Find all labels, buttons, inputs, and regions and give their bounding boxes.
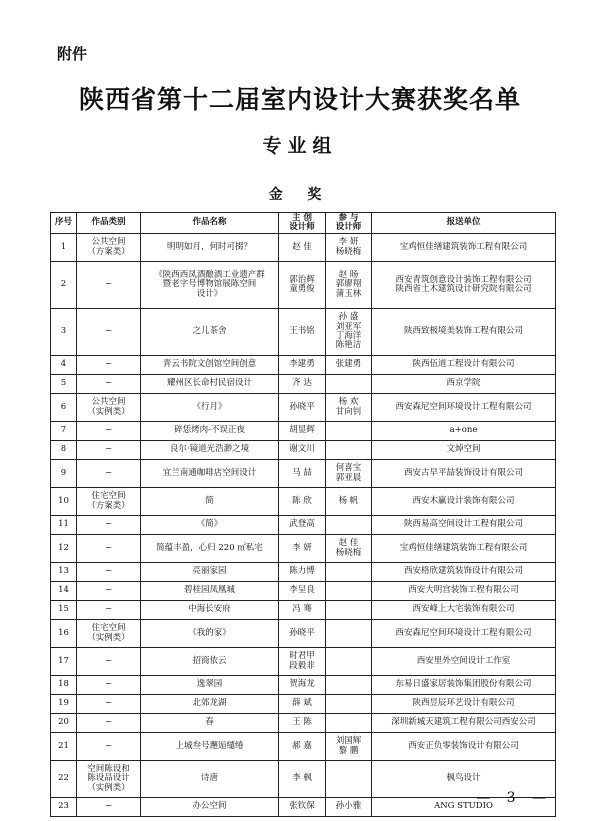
row-category bbox=[77, 535, 141, 563]
row-category-text: ~ bbox=[104, 542, 113, 553]
row-lead-designer bbox=[279, 441, 326, 460]
row-participant bbox=[326, 648, 372, 676]
row-lead-designer-text: 谢文川 bbox=[289, 444, 315, 455]
row-work-title-text: 简蕴丰盈，心归 220 ㎡私宅 bbox=[156, 542, 263, 553]
row-number bbox=[51, 563, 77, 582]
row-unit-text: 西安森尼空间环境设计工程有限公司 bbox=[395, 627, 532, 638]
row-category-text: 住宅空间 （方案类） bbox=[87, 491, 130, 511]
row-number-text: 2 bbox=[60, 279, 67, 290]
row-lead-designer-text: 冯 骞 bbox=[292, 604, 312, 615]
row-unit bbox=[372, 714, 556, 733]
row-participant bbox=[326, 394, 372, 422]
row-unit-text: 西安峰上大宅装饰有限公司 bbox=[412, 604, 515, 615]
row-work-title bbox=[141, 798, 279, 817]
row-number-text: 15 bbox=[58, 604, 69, 615]
row-lead-designer bbox=[279, 234, 326, 262]
row-unit bbox=[372, 601, 556, 620]
row-number bbox=[51, 356, 77, 375]
row-unit-text: 西安里外空间设计工作室 bbox=[416, 655, 511, 666]
row-number-text: 16 bbox=[58, 627, 69, 638]
row-participant bbox=[326, 356, 372, 375]
attachment-label: 附件 bbox=[57, 45, 88, 63]
row-category-text: ~ bbox=[104, 655, 113, 666]
row-work-title bbox=[141, 422, 279, 441]
row-category bbox=[77, 356, 141, 375]
row-number bbox=[51, 676, 77, 695]
row-participant bbox=[326, 798, 372, 817]
row-unit bbox=[372, 695, 556, 714]
row-participant-text: 杨 欢 甘向钊 bbox=[335, 397, 362, 417]
row-category bbox=[77, 601, 141, 620]
header-no: 序号 bbox=[51, 213, 77, 234]
row-lead-designer bbox=[279, 733, 326, 761]
row-work-title-text: 明明如月，何时可掇？ bbox=[166, 241, 252, 252]
row-unit-text: 西安大明宫装饰工程有限公司 bbox=[408, 585, 519, 596]
row-lead-designer bbox=[279, 375, 326, 394]
row-number bbox=[51, 601, 77, 620]
row-participant-text: 赵 旸 郭廖翔 蒲玉林 bbox=[335, 269, 362, 299]
row-category-text: ~ bbox=[104, 279, 113, 290]
row-unit-text: 西京学院 bbox=[446, 378, 481, 389]
row-category-text: ~ bbox=[104, 585, 113, 596]
row-number bbox=[51, 309, 77, 356]
row-work-title-text: 春 bbox=[205, 717, 214, 728]
row-lead-designer-text: 张钦保 bbox=[289, 801, 315, 812]
row-number-text: 9 bbox=[60, 467, 67, 478]
row-unit-text: 深圳新城天建筑工程有限公司西安公司 bbox=[391, 717, 536, 728]
row-lead-designer-text: 赵 佳 bbox=[292, 241, 312, 252]
table-row bbox=[51, 441, 556, 460]
row-category-text: ~ bbox=[104, 604, 113, 615]
row-unit bbox=[372, 375, 556, 394]
row-number bbox=[51, 441, 77, 460]
row-work-title bbox=[141, 676, 279, 695]
row-participant bbox=[326, 563, 372, 582]
row-unit bbox=[372, 676, 556, 695]
table-row bbox=[51, 535, 556, 563]
row-work-title-text: 简 bbox=[205, 495, 214, 506]
row-category bbox=[77, 798, 141, 817]
row-unit bbox=[372, 460, 556, 488]
row-unit-text: a+one bbox=[449, 425, 478, 436]
row-category-text: ~ bbox=[104, 378, 113, 389]
row-lead-designer bbox=[279, 582, 326, 601]
row-lead-designer-text: 陈力博 bbox=[289, 566, 315, 577]
row-work-title-text: 耀州区长命村民宿设计 bbox=[166, 378, 252, 389]
row-lead-designer bbox=[279, 761, 326, 798]
row-participant bbox=[326, 620, 372, 648]
row-lead-designer bbox=[279, 488, 326, 516]
row-category-text: ~ bbox=[104, 444, 113, 455]
row-participant-text: 刘国辉 黎 鹏 bbox=[335, 736, 362, 756]
row-category-text: ~ bbox=[104, 679, 113, 690]
row-category bbox=[77, 648, 141, 676]
row-number-text: 7 bbox=[60, 425, 67, 436]
table-row bbox=[51, 714, 556, 733]
row-category bbox=[77, 563, 141, 582]
row-work-title-text: 中海长安府 bbox=[188, 604, 231, 615]
row-participant bbox=[326, 516, 372, 535]
row-number bbox=[51, 460, 77, 488]
row-work-title-text: 办公空间 bbox=[192, 801, 227, 812]
row-lead-designer bbox=[279, 601, 326, 620]
row-participant bbox=[326, 422, 372, 441]
row-lead-designer bbox=[279, 620, 326, 648]
row-lead-designer bbox=[279, 262, 326, 309]
row-participant bbox=[326, 714, 372, 733]
row-number-text: 4 bbox=[60, 359, 67, 370]
row-lead-designer-text: 孙晓平 bbox=[289, 401, 315, 412]
row-category bbox=[77, 733, 141, 761]
row-unit bbox=[372, 535, 556, 563]
row-number-text: 23 bbox=[58, 801, 69, 812]
row-participant bbox=[326, 761, 372, 798]
row-number-text: 18 bbox=[58, 679, 69, 690]
row-participant bbox=[326, 733, 372, 761]
row-unit-text: 枫鸟设计 bbox=[446, 773, 481, 784]
row-unit-text: 西安青筑创意设计装饰工程有限公司 陕西省土木建筑设计研究院有限公司 bbox=[395, 274, 532, 294]
table-row bbox=[51, 601, 556, 620]
row-participant-text: 孙 盛 刘亚军 丁海洋 陈艳洁 bbox=[335, 312, 362, 351]
row-lead-designer-text: 陈 欣 bbox=[292, 495, 312, 506]
row-category-text: ~ bbox=[104, 425, 113, 436]
row-work-title bbox=[141, 394, 279, 422]
award-table bbox=[50, 212, 556, 817]
row-category bbox=[77, 394, 141, 422]
row-work-title bbox=[141, 535, 279, 563]
row-category bbox=[77, 695, 141, 714]
row-number-text: 12 bbox=[58, 542, 69, 553]
row-unit-text: 陕西易高空间设计工程有限公司 bbox=[403, 519, 523, 530]
table-row bbox=[51, 234, 556, 262]
row-lead-designer-text: 李呈良 bbox=[289, 585, 315, 596]
row-work-title bbox=[141, 582, 279, 601]
header-lead-designer: 主 创 设计师 bbox=[279, 213, 326, 234]
row-work-title-text: 招商依云 bbox=[192, 655, 227, 666]
row-unit-text: 陕西伍道工程设计有限公司 bbox=[412, 359, 515, 370]
row-number bbox=[51, 262, 77, 309]
row-unit bbox=[372, 648, 556, 676]
table-row bbox=[51, 676, 556, 695]
table-row bbox=[51, 582, 556, 601]
header-category: 作品类别 bbox=[77, 213, 141, 234]
row-category bbox=[77, 441, 141, 460]
row-unit bbox=[372, 620, 556, 648]
row-category bbox=[77, 309, 141, 356]
table-row bbox=[51, 422, 556, 441]
table-row bbox=[51, 460, 556, 488]
row-category-text: 住宅空间 （实例类） bbox=[87, 623, 130, 643]
row-work-title bbox=[141, 733, 279, 761]
row-work-title-text: 良尔·镜道光浩渺之境 bbox=[169, 444, 250, 455]
row-participant bbox=[326, 676, 372, 695]
row-unit bbox=[372, 582, 556, 601]
row-work-title bbox=[141, 714, 279, 733]
table-row bbox=[51, 262, 556, 309]
row-unit-text: ANG STUDIO bbox=[434, 801, 493, 812]
row-participant bbox=[326, 582, 372, 601]
row-category bbox=[77, 460, 141, 488]
row-unit bbox=[372, 516, 556, 535]
row-lead-designer bbox=[279, 695, 326, 714]
row-work-title bbox=[141, 620, 279, 648]
row-number-text: 10 bbox=[58, 495, 69, 506]
row-lead-designer bbox=[279, 714, 326, 733]
table-row bbox=[51, 394, 556, 422]
row-category bbox=[77, 620, 141, 648]
row-number bbox=[51, 733, 77, 761]
row-unit bbox=[372, 309, 556, 356]
row-number bbox=[51, 582, 77, 601]
row-participant bbox=[326, 460, 372, 488]
table-row bbox=[51, 375, 556, 394]
row-lead-designer bbox=[279, 460, 326, 488]
row-category-text: ~ bbox=[104, 740, 113, 751]
row-work-title-text: 北郊龙湖 bbox=[192, 698, 227, 709]
row-unit-text: 文焯空间 bbox=[446, 444, 481, 455]
table-row bbox=[51, 309, 556, 356]
row-lead-designer bbox=[279, 563, 326, 582]
row-number bbox=[51, 234, 77, 262]
row-lead-designer-text: 郭治辉 童勇俊 bbox=[289, 274, 315, 294]
row-category bbox=[77, 582, 141, 601]
row-participant bbox=[326, 695, 372, 714]
table-row bbox=[51, 648, 556, 676]
row-lead-designer bbox=[279, 676, 326, 695]
header-participant: 参 与 设计师 bbox=[326, 213, 372, 234]
table-row bbox=[51, 695, 556, 714]
row-lead-designer bbox=[279, 309, 326, 356]
row-number bbox=[51, 620, 77, 648]
row-number-text: 20 bbox=[58, 717, 69, 728]
page-number: — 3 — bbox=[476, 790, 552, 806]
row-work-title bbox=[141, 563, 279, 582]
row-lead-designer-text: 郝 嘉 bbox=[292, 740, 312, 751]
row-lead-designer-text: 王 陈 bbox=[292, 717, 312, 728]
row-work-title-text: 《我的家》 bbox=[188, 627, 231, 638]
row-lead-designer-text: 孙晓平 bbox=[289, 627, 315, 638]
row-lead-designer-text: 胡显辉 bbox=[289, 425, 315, 436]
row-participant-text: 何喜宝 郭亚晨 bbox=[335, 463, 362, 483]
row-category bbox=[77, 714, 141, 733]
row-work-title-text: 《简》 bbox=[196, 519, 223, 530]
row-category-text: 公共空间 （实例类） bbox=[87, 397, 130, 417]
row-participant bbox=[326, 441, 372, 460]
row-unit-text: 宝鸡恒佳缮建筑装饰工程有限公司 bbox=[399, 241, 528, 252]
row-work-title bbox=[141, 488, 279, 516]
row-participant-text: 张建勇 bbox=[335, 359, 362, 370]
row-number bbox=[51, 798, 77, 817]
row-category bbox=[77, 262, 141, 309]
row-work-title bbox=[141, 441, 279, 460]
row-number bbox=[51, 648, 77, 676]
row-category-text: ~ bbox=[104, 566, 113, 577]
row-unit bbox=[372, 262, 556, 309]
row-unit-text: 西安古早平喆装饰设计有限公司 bbox=[403, 467, 523, 478]
row-number bbox=[51, 695, 77, 714]
row-number-text: 6 bbox=[60, 401, 67, 412]
row-lead-designer-text: 时君甲 段毅非 bbox=[289, 651, 315, 671]
row-lead-designer-text: 马 喆 bbox=[292, 467, 312, 478]
row-work-title-text: 诗唐 bbox=[200, 773, 218, 784]
row-number-text: 17 bbox=[58, 655, 69, 666]
table-row bbox=[51, 620, 556, 648]
row-number bbox=[51, 714, 77, 733]
row-category-text: ~ bbox=[104, 801, 113, 812]
row-category bbox=[77, 676, 141, 695]
row-number-text: 19 bbox=[58, 698, 69, 709]
row-work-title bbox=[141, 375, 279, 394]
row-number-text: 1 bbox=[60, 241, 67, 252]
row-category bbox=[77, 234, 141, 262]
row-lead-designer bbox=[279, 356, 326, 375]
row-number-text: 22 bbox=[58, 773, 69, 784]
row-category-text: ~ bbox=[104, 326, 113, 337]
award-heading: 金 奖 bbox=[268, 187, 332, 203]
row-work-title-text: 逸翠园 bbox=[196, 679, 223, 690]
row-work-title bbox=[141, 262, 279, 309]
row-number-text: 8 bbox=[60, 444, 67, 455]
row-lead-designer-text: 贺海龙 bbox=[289, 679, 315, 690]
row-work-title-text: 亮丽家园 bbox=[192, 566, 227, 577]
row-number-text: 14 bbox=[58, 585, 69, 596]
table-header-row bbox=[51, 213, 556, 234]
row-number-text: 21 bbox=[58, 740, 69, 751]
row-work-title bbox=[141, 234, 279, 262]
row-unit-text: 西安正负零装饰设计有限公司 bbox=[408, 740, 519, 751]
row-lead-designer bbox=[279, 516, 326, 535]
row-category-text: ~ bbox=[104, 717, 113, 728]
row-lead-designer bbox=[279, 798, 326, 817]
row-participant bbox=[326, 309, 372, 356]
row-lead-designer bbox=[279, 422, 326, 441]
row-work-title-text: 青云书院文创馆空间创意 bbox=[162, 359, 257, 370]
row-work-title bbox=[141, 460, 279, 488]
table-row bbox=[51, 356, 556, 375]
row-participant-text: 赵 佳 杨晓梅 bbox=[335, 538, 362, 558]
row-unit bbox=[372, 422, 556, 441]
row-unit-text: 西安森尼空间环境设计工程有限公司 bbox=[395, 401, 532, 412]
row-work-title-text: 碧桂园凤凰城 bbox=[183, 585, 235, 596]
row-unit bbox=[372, 441, 556, 460]
row-work-title bbox=[141, 695, 279, 714]
row-number bbox=[51, 488, 77, 516]
row-lead-designer bbox=[279, 535, 326, 563]
row-category bbox=[77, 422, 141, 441]
row-lead-designer-text: 薛 斌 bbox=[292, 698, 312, 709]
row-participant bbox=[326, 535, 372, 563]
row-category-text: 公共空间 （方案类） bbox=[87, 237, 130, 257]
row-category-text: ~ bbox=[104, 519, 113, 530]
row-participant bbox=[326, 375, 372, 394]
row-participant-text: 杨 帆 bbox=[338, 495, 359, 506]
row-category-text: ~ bbox=[104, 698, 113, 709]
row-work-title bbox=[141, 761, 279, 798]
row-unit-text: 东易日盛家居装饰集团股份有限公司 bbox=[395, 679, 532, 690]
row-unit bbox=[372, 394, 556, 422]
row-work-title-text: 碎恁烤肉-不误正夜 bbox=[174, 425, 245, 436]
row-lead-designer bbox=[279, 394, 326, 422]
row-lead-designer-text: 王书铭 bbox=[289, 326, 315, 337]
row-number bbox=[51, 535, 77, 563]
row-number bbox=[51, 422, 77, 441]
row-unit bbox=[372, 488, 556, 516]
row-number bbox=[51, 394, 77, 422]
row-work-title bbox=[141, 648, 279, 676]
table-row bbox=[51, 733, 556, 761]
row-work-title bbox=[141, 601, 279, 620]
row-number bbox=[51, 761, 77, 798]
row-number-text: 3 bbox=[60, 326, 67, 337]
row-work-title-text: 上城叁号邂逅缱绻 bbox=[175, 740, 244, 751]
row-work-title-text: 《陕西西凤酒酿酒工业遗产群 暨老字号博物馆展陈空间 设计》 bbox=[154, 269, 265, 299]
row-work-title bbox=[141, 356, 279, 375]
row-unit-text: 陕西昱辰环艺设计有限公司 bbox=[412, 698, 515, 709]
row-category bbox=[77, 516, 141, 535]
row-category-text: ~ bbox=[104, 467, 113, 478]
page-title: 陕西省第十二届室内设计大赛获奖名单 bbox=[78, 85, 521, 114]
row-work-title bbox=[141, 309, 279, 356]
table-row bbox=[51, 516, 556, 535]
row-participant bbox=[326, 262, 372, 309]
table-row bbox=[51, 563, 556, 582]
row-unit bbox=[372, 733, 556, 761]
row-participant bbox=[326, 601, 372, 620]
row-unit bbox=[372, 234, 556, 262]
row-lead-designer-text: 李 枫 bbox=[292, 773, 312, 784]
row-category bbox=[77, 761, 141, 798]
row-unit-text: 西安木赢设计装饰有限公司 bbox=[412, 495, 515, 506]
row-category-text: ~ bbox=[104, 359, 113, 370]
row-participant bbox=[326, 234, 372, 262]
row-lead-designer-text: 李建勇 bbox=[289, 359, 315, 370]
row-lead-designer-text: 武登高 bbox=[289, 519, 315, 530]
row-number bbox=[51, 516, 77, 535]
row-number-text: 5 bbox=[60, 378, 67, 389]
row-number bbox=[51, 375, 77, 394]
row-work-title bbox=[141, 516, 279, 535]
row-work-title-text: 《行月》 bbox=[192, 401, 227, 412]
header-work: 作品名称 bbox=[141, 213, 279, 234]
row-unit-text: 陕西致极境美装饰工程有限公司 bbox=[403, 326, 523, 337]
row-participant-text: 孙小雅 bbox=[335, 801, 362, 812]
group-subtitle: 专业组 bbox=[262, 135, 338, 157]
row-unit bbox=[372, 356, 556, 375]
header-unit: 报送单位 bbox=[372, 213, 556, 234]
row-category-text: 空间陈设和 陈设品设计 （实例类） bbox=[87, 763, 130, 793]
row-unit bbox=[372, 563, 556, 582]
row-lead-designer-text: 李 妍 bbox=[292, 542, 312, 553]
row-number-text: 11 bbox=[58, 519, 69, 530]
row-participant-text: 李 妍 杨晓梅 bbox=[335, 237, 362, 257]
row-work-title-text: 之儿茶舍 bbox=[192, 326, 227, 337]
row-unit-text: 宝鸡恒佳缮建筑装饰工程有限公司 bbox=[399, 542, 528, 553]
row-participant bbox=[326, 488, 372, 516]
row-lead-designer-text: 齐 达 bbox=[292, 378, 312, 389]
row-unit-text: 西安格欣建筑装饰设计有限公司 bbox=[403, 566, 523, 577]
row-category bbox=[77, 488, 141, 516]
row-category bbox=[77, 375, 141, 394]
row-work-title-text: 宜兰南通咖啡店空间设计 bbox=[162, 467, 257, 478]
row-number-text: 13 bbox=[58, 566, 69, 577]
row-lead-designer bbox=[279, 648, 326, 676]
table-row bbox=[51, 488, 556, 516]
